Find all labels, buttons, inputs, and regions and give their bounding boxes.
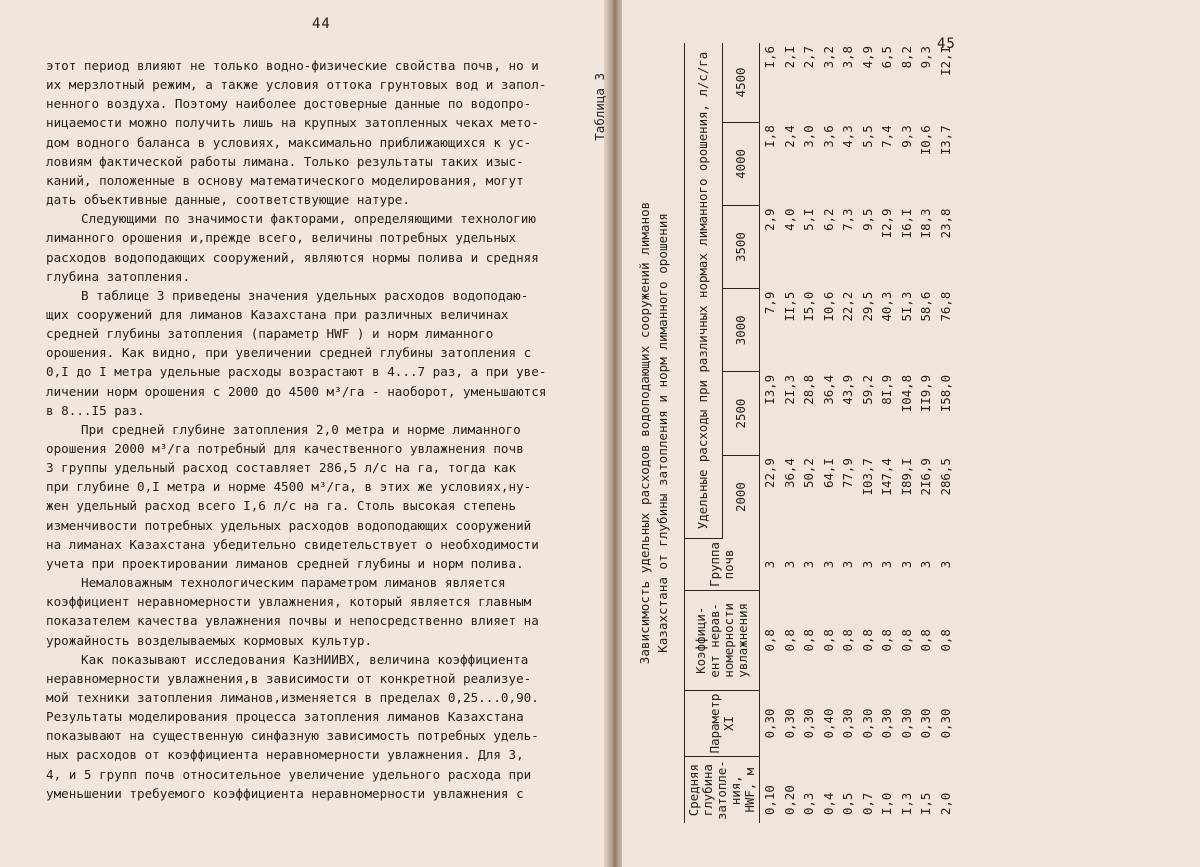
text-line: этот период влияют не только водно-физические свойства почв, но и (46, 58, 539, 73)
table-cell-param: 0,30 (762, 708, 778, 739)
table-label: Таблица 3 (592, 73, 607, 141)
table-cell-rate: 7,3 (840, 208, 856, 231)
table-cell-rate: I,6 (762, 46, 778, 69)
text-line: дать объективные данные, соответствующие натуре. (46, 192, 410, 208)
table-cell-rate: 3,0 (801, 125, 817, 148)
table-cell-rate: I2,9 (879, 208, 895, 239)
right-page (592, 0, 1200, 867)
table-cell-rate: I3,7 (937, 125, 953, 156)
table-row (799, 43, 819, 823)
text-line: жен удельный расход всего I,6 л/с на га. Столь высокая степень (46, 498, 517, 514)
table-cell-depth: I,3 (898, 792, 914, 815)
table-cell-rate: 9,5 (859, 208, 875, 231)
table-cell-rate: I5,0 (801, 291, 817, 322)
text-line: орошения. Как видно, при увеличении средней глубины затопления с (46, 345, 532, 361)
table-row (819, 43, 839, 823)
header-norm: 4500 (722, 43, 760, 122)
table-title (636, 43, 672, 823)
table-cell-rate: 2,4 (781, 125, 797, 148)
table-cell-rate: I47,4 (879, 458, 895, 496)
table-row (838, 43, 858, 823)
table-cell-rate: 2,I (781, 46, 797, 69)
text-line: изменчивости потребных удельных расходов водоподающих сооружений (46, 517, 532, 533)
table-cell-coef: 0,8 (918, 629, 934, 652)
table-cell-group: 3 (801, 560, 817, 569)
text-line: при глубине 0,I метра и норме 4500 м³/га, в этих же условиях,ну- (46, 479, 532, 495)
table-cell-rate: I58,0 (937, 374, 953, 413)
table-cell-param: 0,30 (918, 708, 934, 739)
table-row (780, 43, 800, 823)
table-row (760, 43, 780, 823)
text-line: средней глубины затопления (параметр HWF ) и норм лиманного (46, 326, 494, 342)
table-cell-rate: 50,2 (801, 458, 817, 489)
table-cell-group: 3 (898, 560, 914, 569)
table-cell-rate: 76,8 (937, 291, 953, 322)
text-line: орошения 2000 м³/га потребный для качественного увлажнения почв (46, 441, 524, 456)
table-cell-coef: 0,8 (762, 629, 778, 652)
header-norm: 2000 (722, 455, 760, 538)
table-cell-rate: 6,5 (879, 46, 895, 69)
table-cell-rate: 29,5 (859, 291, 875, 322)
table-cell-group: 3 (859, 560, 875, 569)
text-line: Следующими по значимости факторами, определяющими технологию (81, 211, 536, 227)
text-line: показателем качества увлажнения почвы и непосредственно влияет на (46, 613, 539, 629)
text-line: Немаловажным технологическим параметром лиманов является (81, 575, 506, 591)
table-cell-rate: 5I,3 (898, 291, 914, 322)
table-cell-coef: 0,8 (879, 629, 895, 652)
table-cell-rate: II9,9 (918, 374, 934, 413)
table-cell-rate: 5,I (801, 208, 817, 231)
text-line: лиманного орошения и,прежде всего, величины потребных удельных (46, 230, 517, 246)
table-cell-rate: I8,3 (918, 208, 934, 239)
text-line: щих сооружений для лиманов Казахстана при различных величинах (46, 306, 509, 322)
text-line: 0,I до I метра удельные расходы возрастают в 4...7 раз, а при уве- (46, 364, 547, 380)
table-cell-param: 0,30 (859, 708, 875, 739)
table-cell-rate: 3,8 (840, 46, 856, 69)
table-cell-depth: 0,7 (859, 792, 875, 815)
table-cell-depth: 0,3 (801, 792, 817, 815)
text-line: ловиям фактической работы лимана. Только результаты таких изыс- (46, 153, 524, 169)
table-cell-rate: II,5 (781, 291, 797, 322)
text-line: ницаемости можно получить лишь на крупных затопленных чеках мето- (46, 115, 539, 131)
table-cell-rate: 5,5 (859, 125, 875, 148)
table-cell-rate: I,8 (762, 125, 778, 148)
table-cell-depth: 0,5 (840, 792, 856, 815)
text-line: Как показывают исследования КазНИИВХ, величина коэффициента (81, 651, 529, 667)
text-line: ненного воздуха. Поэтому наиболее достоверные данные по водопро- (46, 96, 532, 112)
table-cell-param: 0,30 (781, 708, 797, 739)
table-cell-rate: I03,7 (859, 458, 875, 496)
table-cell-rate: 2,9 (762, 208, 778, 231)
text-line: Результаты моделирования процесса затопления лиманов Казахстана (46, 709, 524, 725)
text-line: личении норм орошения с 2000 до 4500 м³/га - наоборот, уменьшаются (46, 383, 547, 399)
table-cell-rate: 4,0 (781, 208, 797, 231)
table-cell-group: 3 (781, 560, 797, 569)
text-line: мой техники затопления лиманов,изменяется в пределах 0,25...0,90. (46, 689, 539, 705)
table-cell-rate: I2,I (937, 46, 953, 76)
table-cell-rate: 2I6,9 (918, 458, 934, 496)
table-cell-param: 0,30 (879, 708, 895, 739)
table-cell-rate: 77,9 (840, 458, 856, 489)
table-cell-rate: 2I,3 (781, 374, 797, 405)
table-cell-coef: 0,8 (801, 629, 817, 652)
text-line: коэффициент неравномерности увлажнения, который является главным (46, 594, 532, 610)
header-norm: 4000 (722, 122, 760, 205)
table-cell-rate: 28,8 (801, 374, 817, 405)
text-line: их мерзлотный режим, а также условия оттока грунтовых вод и запол- (46, 77, 547, 93)
table-cell-group: 3 (879, 560, 895, 569)
text-line: урожайность возделываемых кормовых культур. (46, 632, 373, 648)
table-cell-rate: 36,4 (820, 374, 836, 405)
table-cell-rate: 23,8 (937, 208, 953, 239)
data-table (684, 43, 955, 823)
text-line: показывают на существенную синфазную зависимость потребных удель- (46, 728, 539, 744)
table-cell-rate: 4,9 (859, 46, 875, 69)
table-row (877, 43, 897, 823)
table-cell-rate: 22,2 (840, 291, 856, 322)
table-cell-coef: 0,8 (859, 629, 875, 652)
table-cell-rate: I0,6 (820, 291, 836, 322)
table-cell-rate: 22,9 (762, 458, 778, 489)
text-line: 4, и 5 групп почв относительное увеличение удельного расхода при (46, 766, 532, 782)
table-row (897, 43, 917, 823)
table-cell-rate: 64,I (820, 458, 836, 489)
header-norm: 2500 (722, 372, 760, 455)
table-cell-group: 3 (820, 560, 836, 569)
text-line: уменьшении требуемого коэффициента неравномерности увлажнения с (46, 785, 524, 801)
table-cell-rate: 3,6 (820, 125, 836, 148)
table-row (916, 43, 936, 823)
table-title-line: Казахстана от глубины затопления и норм лиманного орошения (655, 213, 670, 653)
table-cell-coef: 0,8 (781, 629, 797, 652)
table-cell-rate: I3,9 (762, 374, 778, 405)
text-line: каний, положенные в основу математического моделирования, могут (46, 172, 524, 188)
text-line: учета при проектировании лиманов средней глубины и норм полива. (46, 555, 524, 571)
table-cell-coef: 0,8 (898, 629, 914, 652)
table-cell-rate: 40,3 (879, 291, 895, 322)
table-cell-coef: 0,8 (937, 629, 953, 652)
table-cell-rate: 4,3 (840, 125, 856, 148)
text-line: глубина затопления. (46, 268, 191, 284)
table-cell-coef: 0,8 (840, 629, 856, 652)
text-line: В таблице 3 приведены значения удельных расходов водоподаю- (81, 287, 529, 303)
table-cell-rate: 2,7 (801, 46, 817, 69)
header-depth: Средняя глубина затопле- ния, HWF, м (685, 757, 760, 823)
table-cell-rate: 59,2 (859, 374, 875, 405)
page-number: 44 (312, 16, 331, 32)
table-cell-coef: 0,8 (820, 629, 836, 652)
text-line: неравномерности увлажнения,в зависимости от конкретной реализуе- (46, 670, 532, 686)
table-cell-depth: 0,20 (781, 785, 797, 815)
table-cell-rate: I0,6 (918, 125, 934, 156)
table-cell-rate: 9,3 (898, 125, 914, 148)
header-norm: 3000 (722, 289, 760, 372)
table-cell-rate: I04,8 (898, 374, 914, 413)
table-title-line: Зависимость удельных расходов водоподающих сооружений лиманов (637, 201, 652, 665)
table-cell-depth: I,0 (879, 792, 895, 815)
table-cell-rate: 9,3 (918, 46, 934, 69)
text-line: 3 группы удельный расход составляет 286,5 л/с на га, тогда как (46, 460, 517, 476)
table-cell-group: 3 (937, 560, 953, 569)
table-cell-depth: 0,4 (820, 792, 836, 815)
text-line: в 8...I5 раз. (46, 402, 145, 418)
text-line: При средней глубине затопления 2,0 метра и норме лиманного (81, 421, 521, 437)
header-param: Параметр XI (685, 690, 760, 757)
table-cell-param: 0,30 (801, 708, 817, 739)
table-cell-group: 3 (840, 560, 856, 569)
table-cell-rate: 7,4 (879, 125, 895, 148)
text-line: дом водного баланса в условиях, максимально приближающихся к ус- (46, 134, 532, 150)
table-cell-depth: 0,10 (762, 785, 778, 815)
table-cell-rate: 8I,9 (879, 374, 895, 405)
text-line: ных расходов от коэффициента неравномерности увлажнения. Для 3, (46, 747, 524, 763)
header-coef: Коэффици- ент нерав- номерности увлажнения (685, 590, 760, 690)
table-cell-param: 0,40 (820, 708, 836, 739)
header-norm: 3500 (722, 206, 760, 289)
text-line: на лиманах Казахстана убедительно свидетельствует о необходимости (46, 536, 539, 552)
page-number: 45 (937, 36, 956, 52)
table-cell-group: 3 (762, 560, 778, 569)
table-cell-rate: I89,I (898, 458, 914, 496)
table-row (936, 43, 956, 823)
table-cell-param: 0,30 (937, 708, 953, 739)
table-row (858, 43, 878, 823)
header-soil-group: Группа почв (685, 538, 760, 590)
table-cell-rate: 3,2 (820, 46, 836, 69)
table-cell-depth: I,5 (918, 792, 934, 815)
table-cell-rate: 58,6 (918, 291, 934, 322)
header-rates-group: Удельные расходы при различных нормах лиманного орошения, л/с/га (685, 43, 723, 538)
table-cell-rate: 7,9 (762, 291, 778, 315)
table-cell-rate: 36,4 (781, 458, 797, 489)
text-line: расходов водоподающих сооружений, являются нормы полива и средняя (46, 249, 539, 265)
table-cell-rate: 8,2 (898, 46, 914, 69)
table-cell-rate: 43,9 (840, 374, 856, 405)
table-cell-param: 0,30 (840, 708, 856, 739)
table-cell-param: 0,30 (898, 708, 914, 739)
table-cell-depth: 2,0 (937, 792, 953, 815)
table-cell-rate: 286,5 (937, 458, 953, 496)
table-cell-group: 3 (918, 560, 934, 569)
table-cell-rate: I6,I (898, 208, 914, 239)
table-cell-rate: 6,2 (820, 208, 836, 231)
